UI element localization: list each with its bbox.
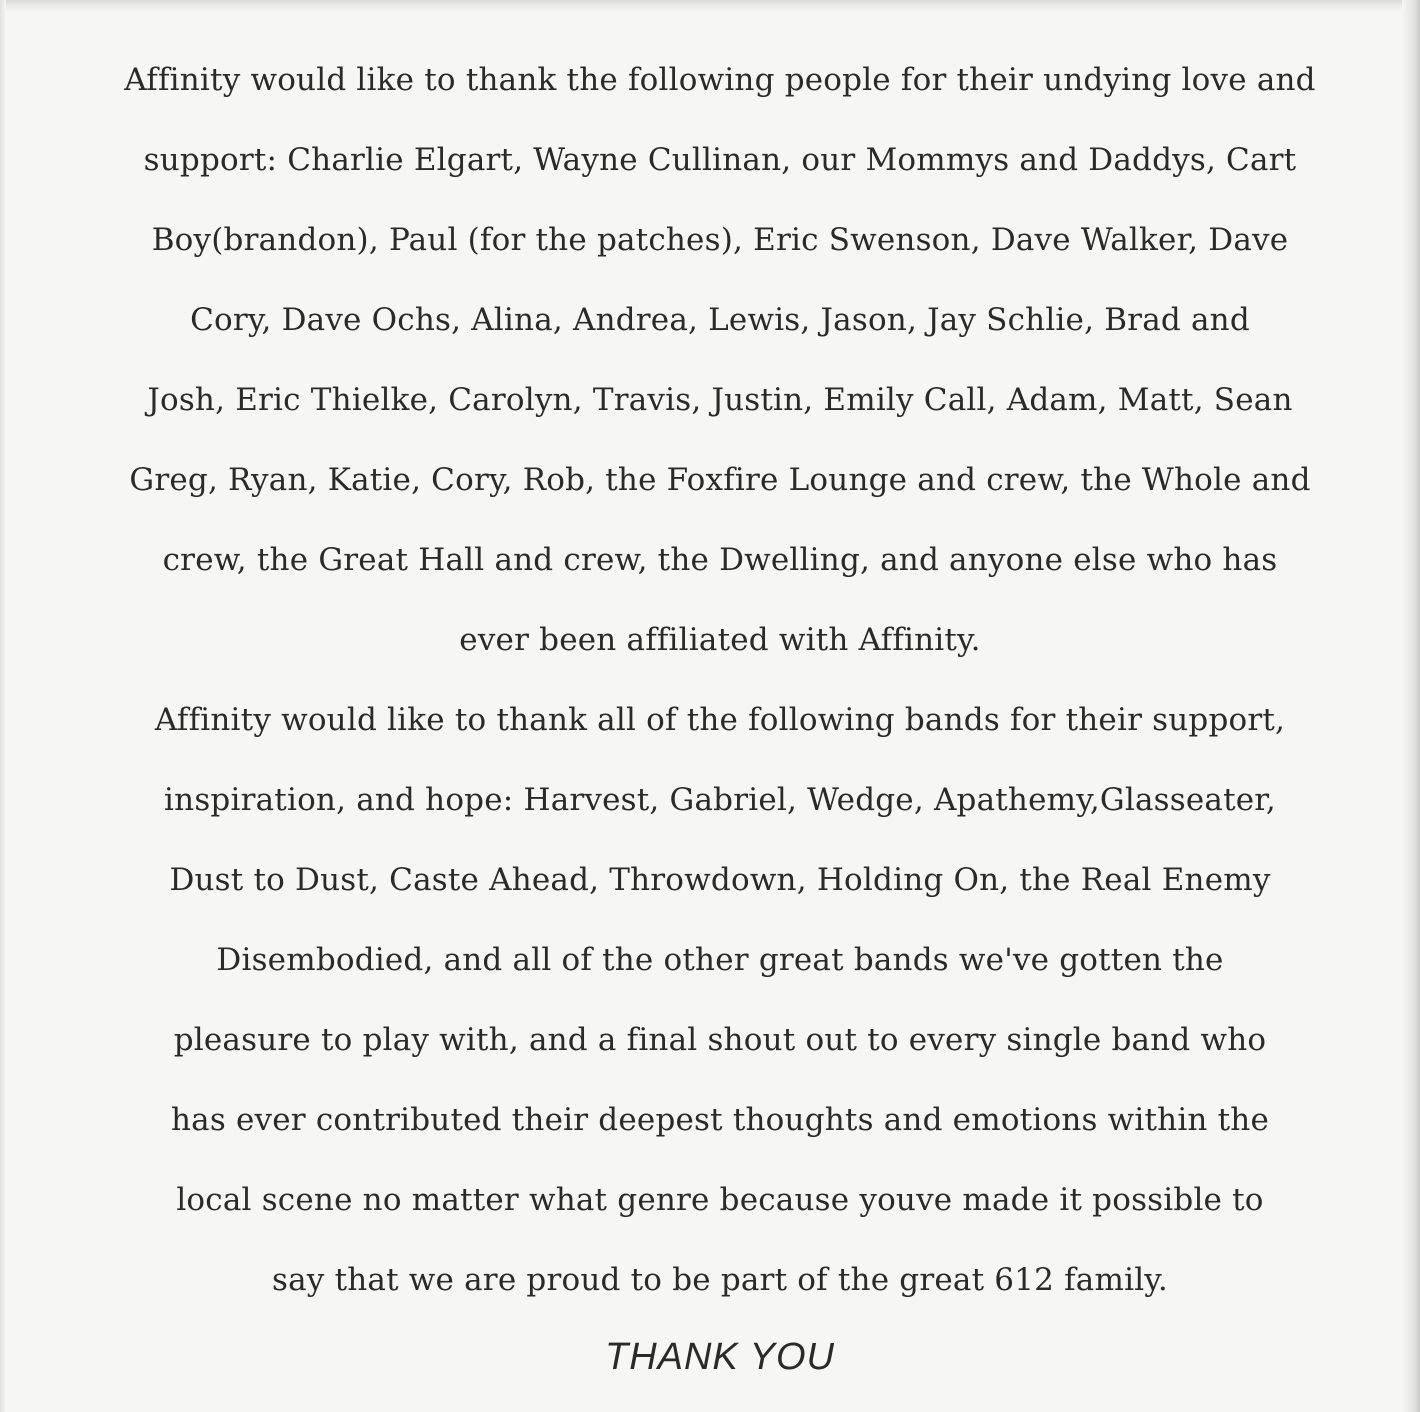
scan-edge-left bbox=[0, 0, 6, 1412]
scan-edge-right bbox=[1402, 0, 1420, 1412]
text-line: inspiration, and hope: Harvest, Gabriel, Wedge, Apathemy,Glasseater, bbox=[164, 782, 1276, 818]
text-line: Greg, Ryan, Katie, Cory, Rob, the Foxfire Lounge and crew, the Whole and bbox=[129, 462, 1311, 498]
text-line: Dust to Dust, Caste Ahead, Throwdown, Holding On, the Real Enemy bbox=[169, 862, 1271, 898]
text-line: Affinity would like to thank all of the following bands for their support, bbox=[154, 702, 1286, 738]
thank-you-closing: THANK YOU bbox=[604, 1336, 835, 1378]
text-line: pleasure to play with, and a final shout out to every single band who bbox=[173, 1022, 1267, 1058]
people-thanks-paragraph bbox=[120, 40, 1320, 680]
liner-notes-page bbox=[120, 40, 1320, 1320]
text-line: has ever contributed their deepest thoughts and emotions within the bbox=[170, 1102, 1270, 1138]
text-line: Boy(brandon), Paul (for the patches), Eric Swenson, Dave Walker, Dave bbox=[151, 222, 1289, 258]
text-line: say that we are proud to be part of the great 612 family. bbox=[272, 1262, 1168, 1298]
text-line: Affinity would like to thank the following people for their undying love and bbox=[124, 62, 1316, 98]
text-line: Disembodied, and all of the other great bands we've gotten the bbox=[216, 942, 1224, 978]
text-line: ever been affiliated with Affinity. bbox=[459, 622, 981, 658]
scan-edge-top bbox=[0, 0, 1420, 12]
text-line: Josh, Eric Thielke, Carolyn, Travis, Justin, Emily Call, Adam, Matt, Sean bbox=[147, 382, 1293, 418]
text-line: crew, the Great Hall and crew, the Dwelling, and anyone else who has bbox=[162, 542, 1278, 578]
text-line: support: Charlie Elgart, Wayne Cullinan, our Mommys and Daddys, Cart bbox=[143, 142, 1297, 178]
text-line: Cory, Dave Ochs, Alina, Andrea, Lewis, Jason, Jay Schlie, Brad and bbox=[190, 302, 1250, 338]
bands-thanks-paragraph bbox=[120, 680, 1320, 1320]
text-line: local scene no matter what genre because youve made it possible to bbox=[176, 1182, 1264, 1218]
